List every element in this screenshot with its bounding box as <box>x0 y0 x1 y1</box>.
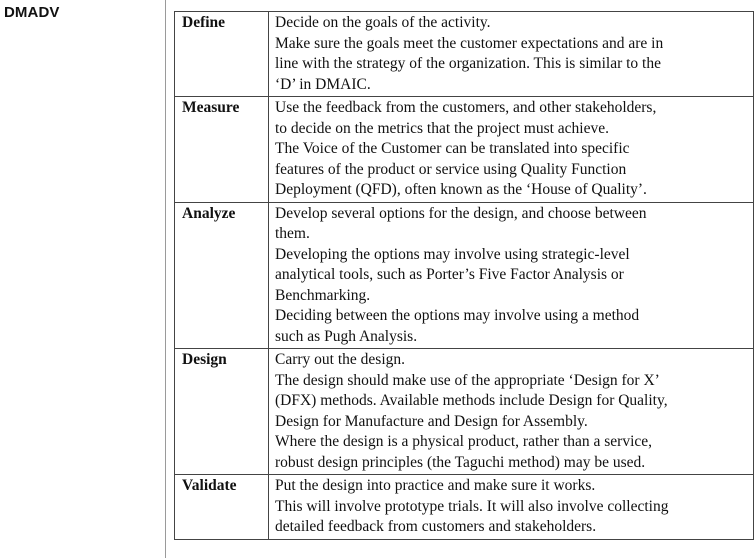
description-line: Carry out the design. <box>275 351 406 368</box>
phase-name: Define <box>175 12 269 97</box>
phase-name: Measure <box>175 97 269 203</box>
dmadv-table <box>174 11 754 540</box>
description-line: such as Pugh Analysis. <box>275 327 418 345</box>
description-line: Make sure the goals meet the customer expectations and are in <box>275 34 664 52</box>
description-line: features of the product or service using Quality Function <box>275 160 627 178</box>
phase-name: Analyze <box>175 202 269 349</box>
description-line: This will involve prototype trials. It will also involve collecting <box>275 497 669 515</box>
description-line: (DFX) methods. Available methods include Design for Quality, <box>275 392 668 409</box>
description-line: Develop several options for the design, and choose between <box>275 204 647 222</box>
phase-name: Design <box>175 349 269 475</box>
description-line: Benchmarking. <box>275 286 371 304</box>
phase-name: Validate <box>175 475 269 540</box>
description-line: Use the feedback from the customers, and other stakeholders, <box>275 99 657 116</box>
table-row <box>175 349 754 475</box>
description-line: Deployment (QFD), often known as the ‘House of Quality’. <box>275 181 647 198</box>
table-row <box>175 97 754 203</box>
description-line: to decide on the metrics that the project must achieve. <box>275 119 609 137</box>
description-line: analytical tools, such as Porter’s Five Factor Analysis or <box>275 266 624 283</box>
phase-description <box>269 202 754 349</box>
table-row <box>175 202 754 349</box>
phase-description <box>269 12 754 97</box>
description-line: Decide on the goals of the activity. <box>275 14 491 31</box>
description-line: Deciding between the options may involve using a method <box>275 307 640 324</box>
description-line: Developing the options may involve using strategic-level <box>275 245 630 263</box>
description-line: detailed feedback from customers and stakeholders. <box>275 518 597 535</box>
description-line: ‘D’ in DMAIC. <box>275 75 371 93</box>
phase-description <box>269 475 754 540</box>
phase-description <box>269 97 754 203</box>
page-title: DMADV <box>4 4 60 21</box>
phase-description <box>269 349 754 475</box>
description-line: Design for Manufacture and Design for Assembly. <box>275 412 588 430</box>
description-line: The design should make use of the appropriate ‘Design for X’ <box>275 371 660 389</box>
description-line: The Voice of the Customer can be translated into specific <box>275 140 630 157</box>
column-divider <box>165 0 166 558</box>
description-line: line with the strategy of the organization. This is similar to the <box>275 55 661 72</box>
table-row <box>175 12 754 97</box>
description-line: Put the design into practice and make sure it works. <box>275 477 596 494</box>
description-line: Where the design is a physical product, rather than a service, <box>275 433 653 450</box>
table-row <box>175 475 754 540</box>
description-line: them. <box>275 225 310 242</box>
description-line: robust design principles (the Taguchi method) may be used. <box>275 453 646 471</box>
